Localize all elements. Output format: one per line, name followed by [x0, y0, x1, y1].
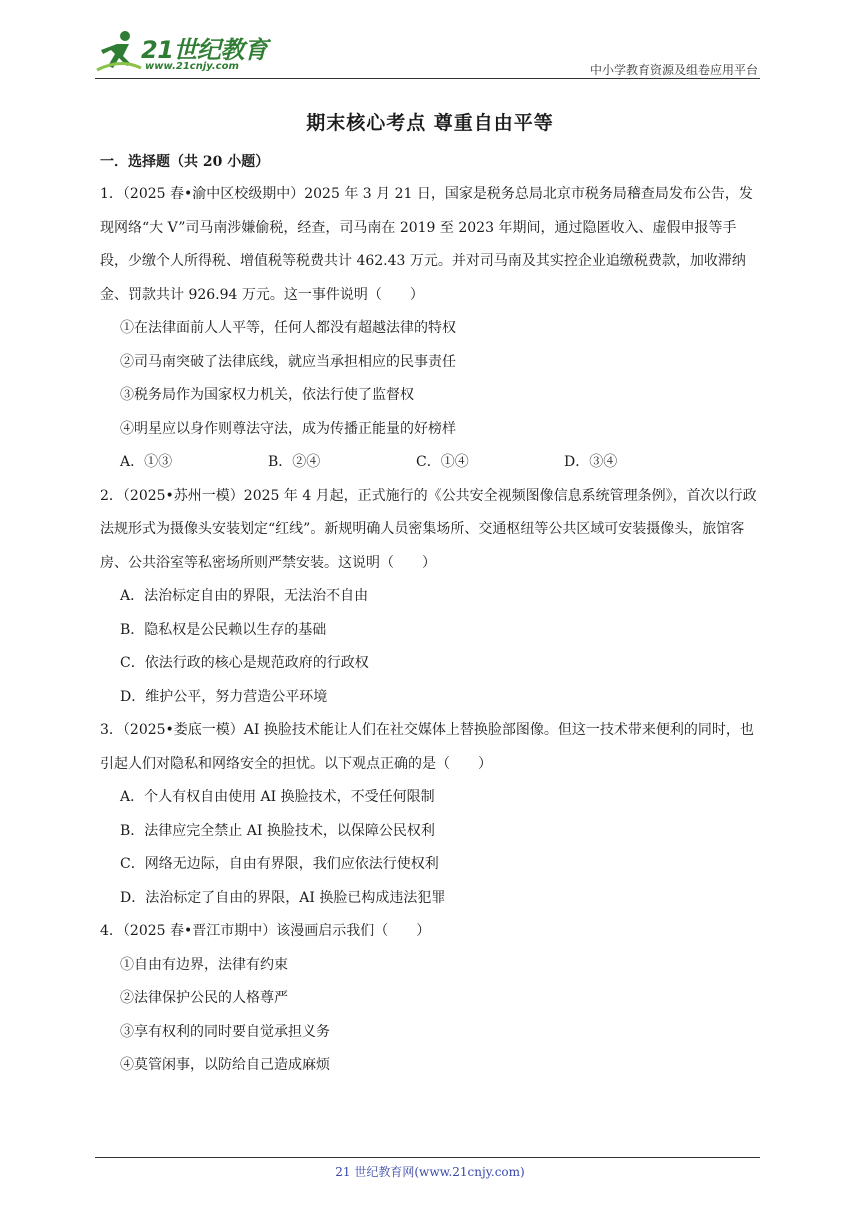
question-list [100, 178, 760, 1083]
question-stem: 4．（2025 春•晋江市期中）该漫画启示我们（ ） [100, 923, 431, 939]
choice-b[interactable]: B．隐私权是公民赖以生存的基础 [120, 621, 327, 638]
logo-url: www.21cnjy.com [145, 61, 239, 72]
page-title: 期末核心考点 尊重自由平等 [306, 112, 554, 134]
statement-item: ①自由有边界，法律有约束 [120, 956, 288, 973]
runner-logo-icon [95, 28, 145, 76]
choice-c[interactable]: C．网络无边际，自由有界限，我们应依法行使权利 [120, 856, 439, 872]
statement-item: ④莫管闲事，以防给自己造成麻烦 [120, 1057, 330, 1073]
choice-c[interactable]: C．①④ [416, 454, 469, 470]
logo-text: 21世纪教育 [141, 36, 268, 64]
choice-c[interactable]: C．依法行政的核心是规范政府的行政权 [120, 655, 369, 671]
statement-item: ③税务局作为国家权力机关，依法行使了监督权 [120, 387, 414, 403]
answer-choices [100, 446, 760, 480]
footer-divider [95, 1157, 760, 1158]
header-divider [95, 78, 760, 79]
platform-name: 中小学教育资源及组卷应用平台 [589, 63, 758, 77]
question-stem: 1．（2025 春•渝中区校级期中）2025 年 3 月 21 日，国家是税务总局北京市税务局稽查局发布公告，发现网络“大 V”司马南涉嫌偷税，经查，司马南在 2019 至 2023 年期间，通过隐匿收入、虚假申报等手段，少缴个人所得税、增值税等税费共计 462.43 万元。并对司马南及其实控企业追缴税费款，加收滞纳金、罚款共计 926.94 万元。这一事件说明（ ） [100, 186, 753, 303]
logo [95, 28, 270, 78]
question-stem: 3．（2025•娄底一模）AI 换脸技术能让人们在社交媒体上替换脸部图像。但这一技术带来便利的同时，也引起人们对隐私和网络安全的担忧。以下观点正确的是（ ） [100, 722, 754, 772]
choice-b[interactable]: B．法律应完全禁止 AI 换脸技术，以保障公民权利 [120, 822, 435, 839]
section-heading: 一．选择题（共 20 小题） [100, 154, 270, 170]
footer-link[interactable]: 21 世纪教育网(www.21cnjy.com) [335, 1165, 525, 1179]
choice-d[interactable]: D．③④ [564, 454, 618, 470]
statement-item: ①在法律面前人人平等，任何人都没有超越法律的特权 [120, 320, 456, 336]
statement-item: ③享有权利的同时要自觉承担义务 [120, 1023, 330, 1040]
choice-a[interactable]: A．法治标定自由的界限，无法治不自由 [120, 588, 369, 604]
question-stem: 2．（2025•苏州一模）2025 年 4 月起，正式施行的《公共安全视频图像信息系统管理条例》，首次以行政法规形式为摄像头安装划定“红线”。新规明确人员密集场所、交通枢纽等公共区域可安装摄像头，旅馆客房、公共浴室等私密场所则严禁安装。这说明（ ） [100, 487, 757, 571]
statement-item: ②司马南突破了法律底线，就应当承担相应的民事责任 [120, 353, 456, 370]
statement-item: ②法律保护公民的人格尊严 [120, 990, 288, 1006]
choice-a[interactable]: A．①③ [120, 454, 173, 470]
choice-d[interactable]: D．维护公平，努力营造公平环境 [120, 688, 328, 705]
choice-a[interactable]: A．个人有权自由使用 AI 换脸技术，不受任何限制 [120, 789, 435, 805]
page-header [95, 28, 760, 80]
choice-b[interactable]: B．②④ [268, 454, 321, 470]
statement-item: ④明星应以身作则尊法守法，成为传播正能量的好榜样 [120, 420, 456, 437]
choice-d[interactable]: D．法治标定了自由的界限，AI 换脸已构成违法犯罪 [120, 889, 446, 906]
